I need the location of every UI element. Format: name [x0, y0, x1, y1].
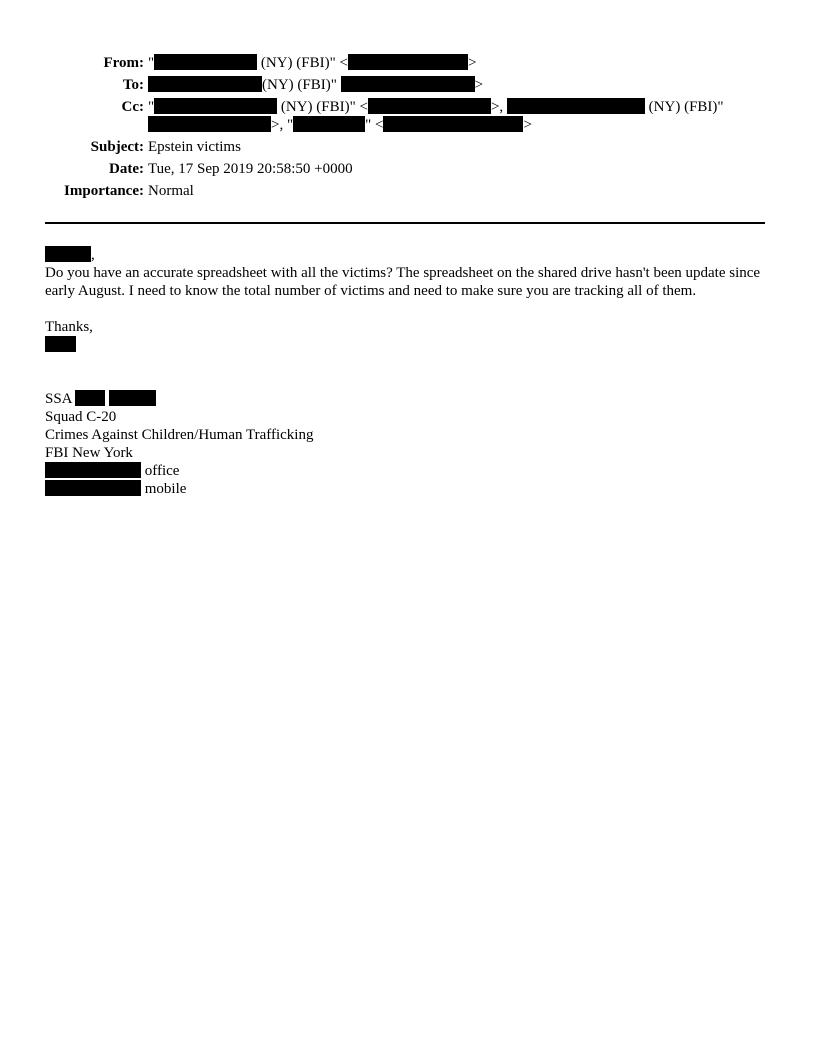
redaction-block	[348, 54, 468, 70]
sender-signoff	[45, 336, 76, 354]
redaction-block	[45, 336, 76, 352]
from-value: " (NY) (FBI)" < >	[148, 55, 477, 71]
message-paragraph: Do you have an accurate spreadsheet with all the victims? The spreadsheet on the shared drive hasn't been update since early August. I need to know the total number of victims and need to make sure you are tracking all of them.	[45, 265, 761, 299]
signature-office-name: FBI New York	[45, 445, 133, 461]
date-value: Tue, 17 Sep 2019 20:58:50 +0000	[148, 161, 353, 177]
to-label: To:	[122, 77, 144, 93]
closing: Thanks,	[45, 319, 93, 335]
importance-label: Importance:	[64, 183, 144, 199]
redaction-block	[154, 98, 277, 114]
redaction-block	[75, 390, 105, 406]
signature-unit: Crimes Against Children/Human Trafficking	[45, 427, 314, 443]
to-value: (NY) (FBI)" >	[148, 76, 483, 94]
signature-squad: Squad C-20	[45, 409, 117, 425]
redaction-block	[341, 76, 475, 92]
redaction-block	[45, 480, 141, 496]
header-divider	[45, 222, 765, 224]
cc-value-line2: >, " " < >	[148, 116, 532, 134]
signature-mobile-phone: mobile	[45, 480, 186, 498]
redaction-block	[109, 390, 156, 406]
subject-label: Subject:	[90, 139, 144, 155]
redaction-block	[383, 116, 523, 132]
redaction-block	[148, 116, 271, 132]
importance-value: Normal	[148, 183, 194, 199]
signature-office-phone: office	[45, 462, 179, 480]
redaction-block	[45, 246, 91, 262]
date-label: Date:	[109, 161, 144, 177]
redaction-block	[368, 98, 491, 114]
redaction-block	[507, 98, 645, 114]
greeting: ,	[45, 246, 95, 264]
redaction-block	[45, 462, 141, 478]
cc-label: Cc:	[121, 99, 144, 115]
redaction-block	[293, 116, 365, 132]
redaction-block	[148, 76, 262, 92]
redaction-block	[154, 54, 257, 70]
cc-value-line1: " (NY) (FBI)" < >, (NY) (FBI)"	[148, 99, 724, 115]
signature-title: SSA	[45, 390, 156, 408]
subject-value: Epstein victims	[148, 139, 241, 155]
from-label: From:	[103, 55, 144, 71]
